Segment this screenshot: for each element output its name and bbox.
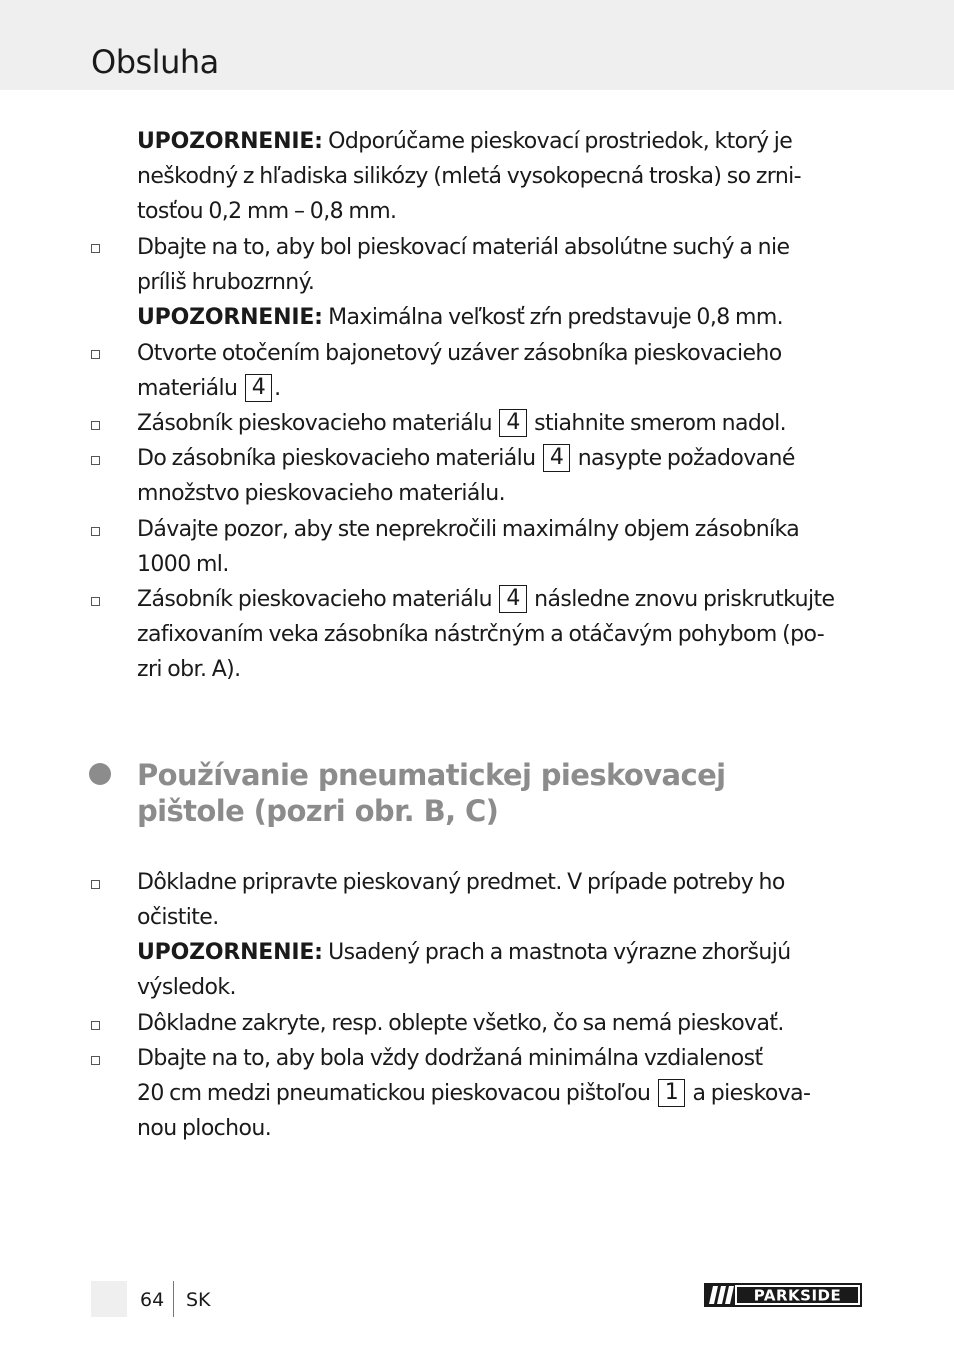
bullet-square-icon xyxy=(91,597,100,606)
list-item-text: Dávajte pozor, aby ste neprekročili maximálny objem zásobníka xyxy=(137,517,800,542)
note-1 xyxy=(137,124,867,230)
note-text: Odporúčame pieskovací prostriedok, ktorý je xyxy=(322,129,793,154)
part-reference-box: 4 xyxy=(499,409,526,437)
list-item xyxy=(137,406,867,441)
part-reference-box: 4 xyxy=(499,585,526,613)
list-item xyxy=(137,230,867,300)
list-item-text: nou plochou. xyxy=(137,1116,272,1142)
list-item-text: následne znovu priskrutkujte xyxy=(528,587,835,612)
bullet-square-icon xyxy=(91,350,100,359)
list-item xyxy=(137,1041,867,1147)
note-text: výsledok. xyxy=(137,975,236,1001)
part-reference-box: 4 xyxy=(245,374,272,402)
list-item-text: zafixovaním veka zásobníka nástrčným a otáčavým pohybom (po- xyxy=(137,622,825,648)
section-heading-line: pištole (pozri obr. B, C) xyxy=(137,794,499,828)
note-2 xyxy=(137,300,867,335)
list-item xyxy=(137,336,867,406)
list-item-text: zri obr. A). xyxy=(137,657,241,683)
list-item-text: Dôkladne zakryte, resp. oblepte všetko, čo sa nemá pieskovať. xyxy=(137,1011,784,1036)
list-item-text: Zásobník pieskovacieho materiálu xyxy=(137,587,498,612)
list-item-text: množstvo pieskovacieho materiálu. xyxy=(137,481,506,507)
bullet-square-icon xyxy=(91,421,100,430)
list-item-text: stiahnite smerom nadol. xyxy=(528,411,786,436)
bullet-square-icon xyxy=(91,1021,100,1030)
list-item-text: Zásobník pieskovacieho materiálu xyxy=(137,411,498,436)
list-item xyxy=(137,582,867,688)
list-item xyxy=(137,1006,867,1041)
page-header xyxy=(0,0,954,90)
list-item xyxy=(137,865,867,935)
list-item-text: materiálu xyxy=(137,376,243,402)
list-item-text: nasypte požadované xyxy=(572,446,795,471)
note-label: UPOZORNENIE: xyxy=(137,940,323,965)
list-item xyxy=(137,512,867,582)
bullet-square-icon xyxy=(91,456,100,465)
note-label: UPOZORNENIE: xyxy=(137,129,323,154)
section-bullet-icon xyxy=(89,763,111,785)
list-item-text: a pieskova- xyxy=(687,1081,811,1107)
list-item-text: . xyxy=(274,376,281,402)
list-item-text: očistite. xyxy=(137,905,219,931)
parkside-logo xyxy=(704,1283,862,1307)
bullet-square-icon xyxy=(91,1056,100,1065)
list-item-text: Do zásobníka pieskovacieho materiálu xyxy=(137,446,541,471)
list-item-text: 1000 ml. xyxy=(137,552,229,578)
list-item-text: Otvorte otočením bajonetový uzáver zásobníka pieskovacieho xyxy=(137,341,782,366)
brand-name: PARKSIDE xyxy=(753,1286,842,1305)
note-text: neškodný z hľadiska silikózy (mletá vysokopecná troska) so zrni- xyxy=(137,164,802,190)
bullet-square-icon xyxy=(91,527,100,536)
list-item xyxy=(137,441,867,511)
list-item-text: Dbajte na to, aby bol pieskovací materiál absolútne suchý a nie xyxy=(137,235,790,260)
footer-marker xyxy=(91,1281,127,1317)
note-text: Maximálna veľkosť zŕn predstavuje 0,8 mm. xyxy=(322,305,784,330)
note-label: UPOZORNENIE: xyxy=(137,305,323,330)
list-item-text: 20 cm medzi pneumatickou pieskovacou pištoľou xyxy=(137,1081,656,1107)
note-3 xyxy=(137,935,867,1005)
part-reference-box: 1 xyxy=(658,1079,685,1107)
section-heading xyxy=(137,757,726,829)
note-text: Usadený prach a mastnota výrazne zhoršujú xyxy=(322,940,791,965)
footer-divider xyxy=(173,1281,174,1317)
bullet-square-icon xyxy=(91,880,100,889)
list-item-text: Dbajte na to, aby bola vždy dodržaná minimálna vzdialenosť xyxy=(137,1046,763,1071)
bullet-square-icon xyxy=(91,244,100,253)
page-number: 64 xyxy=(140,1289,165,1311)
note-text: tosťou 0,2 mm – 0,8 mm. xyxy=(137,199,397,225)
page-title: Obsluha xyxy=(91,43,219,81)
part-reference-box: 4 xyxy=(543,444,570,472)
section-heading-line: Používanie pneumatickej pieskovacej xyxy=(137,758,726,792)
language-code: SK xyxy=(186,1289,211,1311)
list-item-text: Dôkladne pripravte pieskovaný predmet. V prípade potreby ho xyxy=(137,870,785,895)
list-item-text: príliš hrubozrnný. xyxy=(137,270,315,296)
